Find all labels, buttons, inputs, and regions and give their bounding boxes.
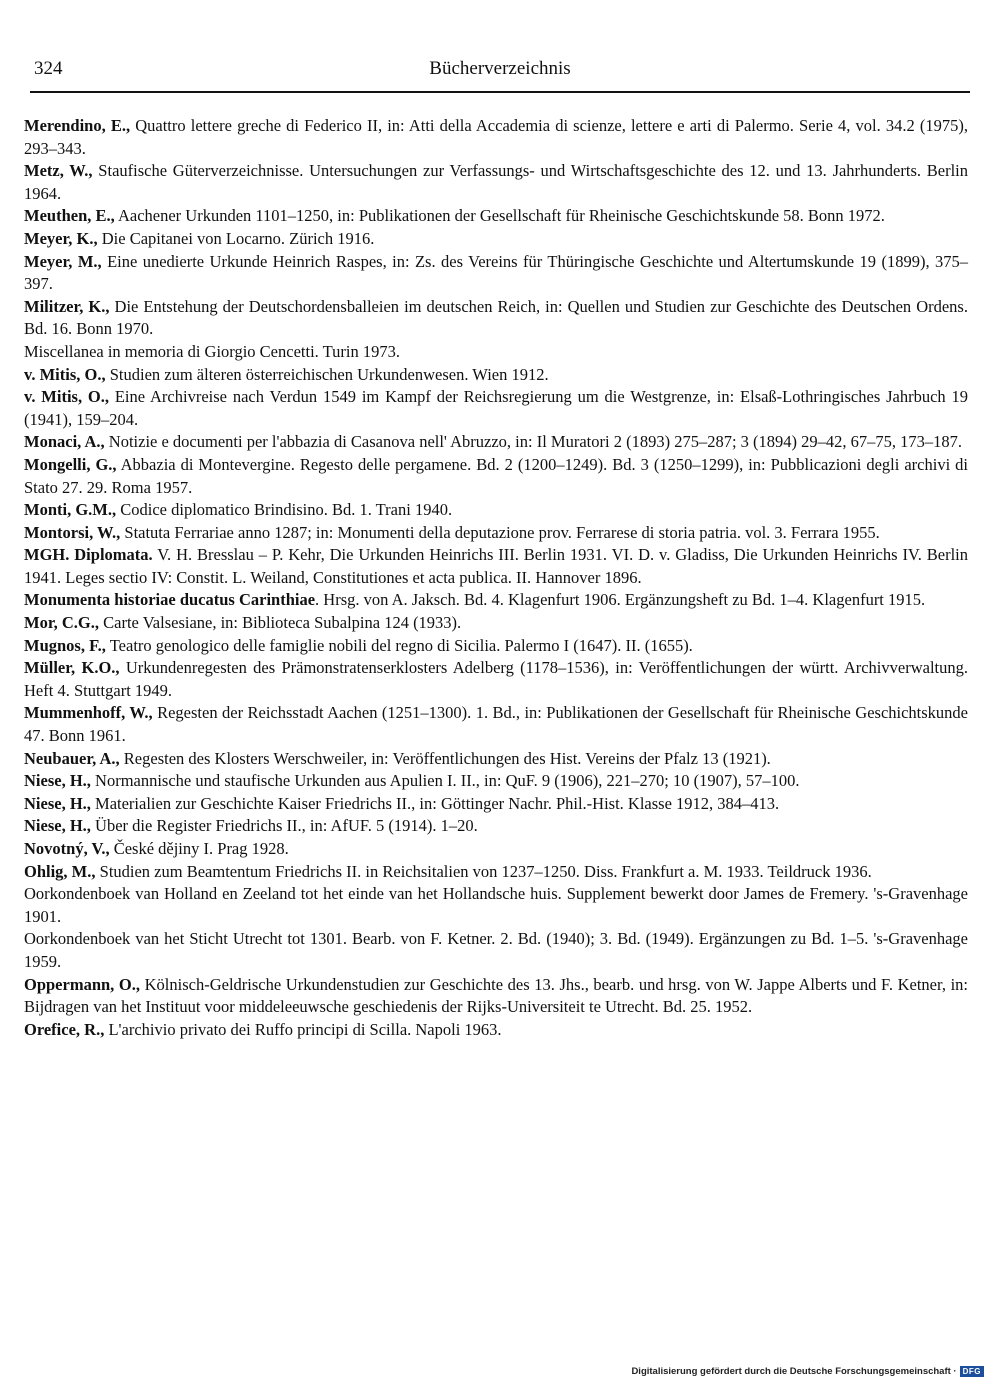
entry-text: Oorkondenboek van het Sticht Utrecht tot 1301. Bearb. von F. Ketner. 2. Bd. (1940); 3. Bd. (1949). Ergänzungen zu Bd. 1–5. 's-Gravenhage 1959. [24, 929, 968, 971]
entry-text: L'archivio privato dei Ruffo principi di Scilla. Napoli 1963. [104, 1019, 502, 1039]
entry-author: Novotný, V., [24, 839, 110, 858]
entry-author: Niese, H., [24, 771, 91, 791]
bibliography-entry [24, 657, 968, 702]
bibliography-entry [24, 454, 968, 499]
entry-text: Die Capitanei von Locarno. Zürich 1916. [97, 228, 375, 248]
entry-author: Mongelli, G., [24, 454, 117, 474]
bibliography-entry [24, 544, 968, 589]
bibliography-entry [24, 589, 968, 612]
bibliography-entry [24, 702, 968, 747]
entry-author: Neubauer, A., [24, 748, 120, 768]
entry-text: Eine Archivreise nach Verdun 1549 im Kampf der Reichsregierung um die Westgrenze, in: Elsaß-Lothringisches Jahrbuch 19 (1941), 159–204. [24, 387, 968, 429]
entry-author: Müller, K.O., [24, 658, 120, 678]
bibliography-entry [24, 883, 968, 928]
funding-note: Digitalisierung gefördert durch die Deutsche Forschungsgemeinschaft · [631, 1366, 957, 1377]
entry-author: Orefice, R., [24, 1019, 105, 1039]
entry-author: Merendino, E., [24, 116, 131, 135]
bibliography-entry [24, 341, 968, 364]
bibliography-entry [24, 793, 968, 816]
bibliography-entry [24, 815, 968, 838]
entry-text: Statuta Ferrariae anno 1287; in: Monumenti della deputazione prov. Ferrarese di storia patria. vol. 3. Ferrara 1955. [120, 522, 880, 542]
bibliography-entry [24, 1019, 968, 1042]
entry-author: v. Mitis, O., [24, 387, 110, 407]
entry-text: Codice diplomatico Brindisino. Bd. 1. Trani 1940. [116, 500, 453, 520]
entry-author: Niese, H., [24, 816, 91, 836]
bibliography-entry [24, 115, 968, 160]
bibliography-entry [24, 296, 968, 341]
entry-text: Kölnisch-Geldrische Urkundenstudien zur Geschichte des 13. Jhs., bearb. und hrsg. von W. Jappe Alberts und F. Ketner, in: Bijdragen van het Instituut voor middeleeuwsche geschiedenis der Rijks-Universiteit te Utrecht. Bd. 25. 1952. [24, 974, 968, 1017]
bibliography-entry [24, 499, 968, 522]
entry-text: Urkundenregesten des Prämonstratenserklosters Adelberg (1178–1536), in: Veröffentlichungen der württ. Archivverwaltung. Heft 4. Stuttgart 1949. [24, 658, 968, 700]
entry-author: Meyer, M., [24, 251, 102, 271]
entry-author: Militzer, K., [24, 296, 110, 316]
entry-author: MGH. Diplomata. [24, 545, 153, 565]
entry-text: Quattro lettere greche di Federico II, in: Atti della Accademia di scienze, lettere e arti di Palermo. Serie 4, vol. 34.2 (1975), 293–343. [24, 116, 968, 158]
entry-text: Die Entstehung der Deutschordensballeien im deutschen Reich, in: Quellen und Studien zur Geschichte des Deutschen Ordens. Bd. 16. Bonn 1970. [24, 296, 968, 339]
entry-author: Monaci, A., [24, 432, 105, 452]
running-title: Bücherverzeichnis [429, 58, 571, 79]
entry-text: Miscellanea in memoria di Giorgio Cencetti. Turin 1973. [24, 341, 400, 361]
entry-author: Meuthen, E., [24, 206, 115, 226]
bibliography-list [24, 115, 968, 1041]
entry-text: Eine unedierte Urkunde Heinrich Raspes, in: Zs. des Vereins für Thüringische Geschichte und Altertumskunde 19 (1899), 375–397. [24, 251, 968, 294]
bibliography-entry [24, 160, 968, 205]
bibliography-entry [24, 770, 968, 793]
entry-author: Meyer, K., [24, 228, 98, 248]
entry-text: Materialien zur Geschichte Kaiser Friedrichs II., in: Göttinger Nachr. Phil.-Hist. Klasse 1912, 384–413. [90, 793, 780, 813]
bibliography-entry [24, 748, 968, 771]
bibliography-entry [24, 431, 968, 454]
entry-author: Montorsi, W., [24, 522, 121, 542]
funding-footer [631, 1366, 984, 1377]
entry-text: Regesten der Reichsstadt Aachen (1251–1300). 1. Bd., in: Publikationen der Gesellschaft für Rheinische Geschichtskunde 47. Bonn 1961. [24, 703, 969, 746]
bibliography-entry [24, 228, 968, 251]
entry-author: v. Mitis, O., [24, 364, 106, 384]
entry-author: Mummenhoff, W., [24, 703, 153, 723]
entry-text: Über die Register Friedrichs II., in: AfUF. 5 (1914). 1–20. [90, 816, 478, 836]
bibliography-entry [24, 612, 968, 635]
entry-text: Regesten des Klosters Werschweiler, in: Veröffentlichungen des Hist. Vereins der Pfalz 13 (1921). [119, 748, 771, 768]
bibliography-entry [24, 364, 968, 387]
bibliography-entry [24, 522, 968, 545]
entry-text: Abbazia di Montevergine. Regesto delle pergamene. Bd. 2 (1200–1249). Bd. 3 (1250–1299), in: Pubblicazioni degli archivi di Stato 27. 29. Roma 1957. [24, 454, 968, 497]
bibliography-entry [24, 205, 968, 228]
bibliography-entry [24, 635, 968, 658]
entry-author: Mor, C.G., [24, 613, 100, 633]
entry-author: Metz, W., [24, 161, 93, 181]
bibliography-entry [24, 251, 968, 296]
bibliography-entry [24, 386, 968, 431]
entry-text: České dějiny I. Prag 1928. [109, 839, 289, 858]
entry-text: Staufische Güterverzeichnisse. Untersuchungen zur Verfassungs- und Wirtschaftsgeschichte des 12. und 13. Jahrhunderts. Berlin 1964. [24, 161, 969, 203]
entry-text: Studien zum älteren österreichischen Urkundenwesen. Wien 1912. [105, 364, 549, 384]
entry-text: Normannische und staufische Urkunden aus Apulien I. II., in: QuF. 9 (1906), 221–270; 10 (1907), 57–100. [90, 771, 800, 791]
entry-author: Monumenta historiae ducatus Carinthiae [24, 590, 316, 610]
entry-text: Teatro genologico delle famiglie nobili del regno di Sicilia. Palermo I (1647). II. (1655). [105, 635, 693, 655]
entry-text: Carte Valsesiane, in: Biblioteca Subalpina 124 (1933). [99, 613, 462, 633]
bibliography-entry [24, 974, 968, 1019]
entry-author: Ohlig, M., [24, 861, 96, 881]
bibliography-entry [24, 861, 968, 884]
entry-text: Studien zum Beamtentum Friedrichs II. in Reichsitalien von 1237–1250. Diss. Frankfurt a. M. 1933. Teildruck 1936. [95, 861, 872, 881]
bibliography-entry [24, 928, 968, 973]
entry-text: . Hrsg. von A. Jaksch. Bd. 4. Klagenfurt 1906. Ergänzungsheft zu Bd. 1–4. Klagenfurt 1915. [315, 590, 926, 610]
page-number: 324 [34, 58, 63, 79]
dfg-logo-icon: DFG [960, 1366, 984, 1377]
entry-text: Aachener Urkunden 1101–1250, in: Publikationen der Gesellschaft für Rheinische Geschichtskunde 58. Bonn 1972. [114, 206, 885, 226]
header-rule [30, 91, 970, 93]
entry-text: V. H. Bresslau – P. Kehr, Die Urkunden Heinrichs III. Berlin 1931. VI. D. v. Gladiss, Die Urkunden Heinrichs IV. Berlin 1941. Leges sectio IV: Constit. L. Weiland, Constitutiones et acta publica. II. Hannover 1896. [24, 545, 968, 587]
entry-author: Niese, H., [24, 793, 91, 813]
entry-author: Oppermann, O., [24, 974, 141, 994]
entry-text: Notizie e documenti per l'abbazia di Casanova nell' Abruzzo, in: Il Muratori 2 (1893) 275–287; 3 (1894) 29–42, 67–75, 173–187. [104, 432, 963, 452]
bibliography-entry [24, 838, 968, 861]
entry-author: Monti, G.M., [24, 500, 117, 520]
entry-text: Oorkondenboek van Holland en Zeeland tot het einde van het Hollandsche huis. Supplement bewerkt door James de Fremery. 's-Gravenhage 1901. [24, 884, 968, 926]
entry-author: Mugnos, F., [24, 635, 106, 655]
